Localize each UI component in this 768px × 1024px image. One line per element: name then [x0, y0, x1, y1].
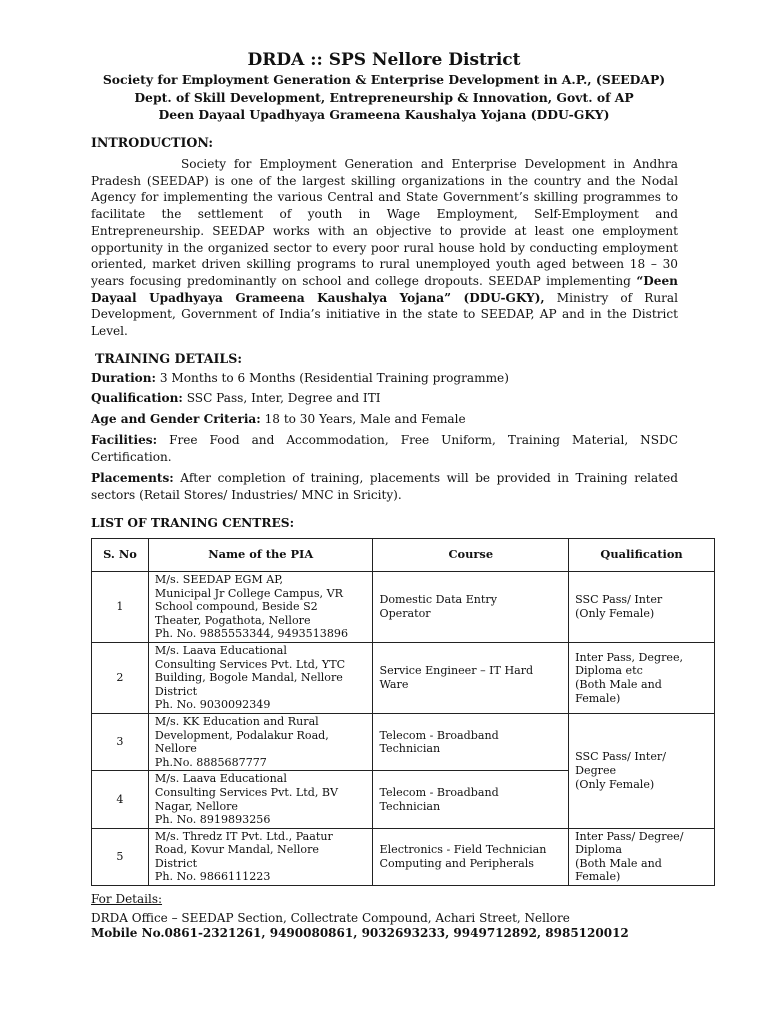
duration-value: 3 Months to 6 Months (Residential Training programme): [159, 371, 509, 385]
age-label: Age and Gender Criteria:: [91, 412, 261, 426]
pia-line: M/s. KK Education and Rural: [154, 714, 319, 728]
pia-line: District: [154, 856, 198, 870]
placements-label: Placements:: [91, 471, 174, 485]
row-qualification: [569, 572, 715, 643]
course-line: Telecom - Broadband: [379, 728, 499, 742]
course-line: Technician: [379, 742, 441, 756]
row-qualification: [569, 828, 715, 885]
training-qualification: [91, 390, 678, 407]
contact-mobile-numbers: Mobile No.0861-2321261, 9490080861, 9032693233, 9949712892, 8985120012: [91, 926, 629, 940]
row-course: [373, 828, 569, 885]
table-header-row: [92, 539, 715, 572]
pia-line: Ph. No. 8919893256: [154, 813, 271, 827]
course-line: Ware: [379, 677, 409, 691]
row-course: [373, 572, 569, 643]
qualification-line: Inter Pass, Degree,: [575, 650, 684, 664]
pia-line: Theater, Pogathota, Nellore: [154, 613, 311, 627]
header-line-ddugky: Deen Dayaal Upadhyaya Grameena Kaushalya Yojana (DDU-GKY): [158, 107, 610, 122]
qualification-line: SSC Pass/ Inter: [575, 593, 663, 607]
training-facilities: [91, 432, 678, 465]
pia-line: Development, Podalakur Road,: [154, 728, 329, 742]
intro-text-scheme: “Deen Dayaal Upadhyaya Grameena Kaushalya Yojana” (DDU-GKY),: [91, 273, 678, 305]
column-header-qualification: Qualification: [569, 539, 715, 572]
row-qualification: [569, 642, 715, 713]
intro-text-start: Society for Employment Generation and Enterprise Development in Andhra Pradesh (SEEDAP) is one of the largest skilling organizations in the country and the Nodal Agency for implementing the various Central and State Government’s skilling programmes to facilitate the settlement of youth in Wage Employment, Self-Employment and Entrepreneurship. SEEDAP works with an objective to provide at least one employment opportunity in the organized sector to every poor rural house hold by conducting employment oriented, market driven skilling programs to rural unemployed youth aged between 18 – 30 years focusing predominantly on school and college dropouts. SEEDAP implementing: [91, 157, 678, 288]
course-line: Operator: [379, 606, 431, 620]
course-line: Domestic Data Entry: [379, 593, 497, 607]
centres-heading: LIST OF TRANING CENTRES:: [91, 516, 295, 530]
pia-line: Ph.No. 8885687777: [154, 755, 267, 769]
training-centres-table: [91, 538, 715, 886]
qualification-line: Diploma: [575, 843, 623, 857]
qualification-line: Female): [575, 691, 621, 705]
placements-value: After completion of training, placements will be provided in Training related sectors (Retail Stores/ Industries/ MNC in Sricity).: [91, 471, 678, 502]
pia-line: Nagar, Nellore: [154, 799, 238, 813]
duration-label: Duration:: [91, 371, 156, 385]
row-sno: 3: [92, 713, 149, 770]
row-pia: [148, 771, 373, 828]
office-address: DRDA Office – SEEDAP Section, Collectrate Compound, Achari Street, Nellore: [91, 911, 570, 925]
qualification-line: Inter Pass/ Degree/: [575, 829, 684, 843]
row-course: [373, 642, 569, 713]
document-title: DRDA :: SPS Nellore District: [247, 50, 521, 70]
column-header-pia: Name of the PIA: [148, 539, 373, 572]
pia-line: Nellore: [154, 742, 197, 756]
pia-line: Ph. No. 9866111223: [154, 870, 271, 884]
table-row: [92, 713, 715, 770]
row-pia: [148, 572, 373, 643]
pia-line: District: [154, 684, 198, 698]
qualification-line: Female): [575, 870, 621, 884]
pia-line: Consulting Services Pvt. Ltd, BV: [154, 785, 339, 799]
pia-line: M/s. Laava Educational: [154, 643, 287, 657]
row-sno: 5: [92, 828, 149, 885]
row-sno: 1: [92, 572, 149, 643]
pia-line: M/s. Thredz IT Pvt. Ltd., Paatur: [154, 829, 333, 843]
pia-line: Ph. No. 9885553344, 9493513896: [154, 627, 349, 641]
introduction-paragraph: [91, 156, 678, 340]
row-course: [373, 713, 569, 770]
qualification-value: SSC Pass, Inter, Degree and ITI: [186, 391, 381, 405]
row-sno: 2: [92, 642, 149, 713]
header-line-department: Dept. of Skill Development, Entrepreneurship & Innovation, Govt. of AP: [134, 90, 634, 105]
course-line: Technician: [379, 799, 441, 813]
column-header-course: Course: [373, 539, 569, 572]
qualification-line: (Only Female): [575, 606, 655, 620]
training-age: [91, 411, 678, 428]
course-line: Computing and Peripherals: [379, 856, 534, 870]
course-line: Telecom - Broadband: [379, 785, 499, 799]
row-course: [373, 771, 569, 828]
qualification-line: Diploma etc: [575, 664, 643, 678]
table-row: [92, 572, 715, 643]
age-value: 18 to 30 Years, Male and Female: [264, 412, 466, 426]
pia-line: Ph. No. 9030092349: [154, 698, 271, 712]
header-line-seedap: Society for Employment Generation & Enterprise Development in A.P., (SEEDAP): [102, 72, 666, 87]
qualification-label: Qualification:: [91, 391, 183, 405]
qualification-line: (Both Male and: [575, 856, 662, 870]
introduction-heading: INTRODUCTION:: [91, 135, 214, 150]
pia-line: Consulting Services Pvt. Ltd, YTC: [154, 657, 346, 671]
facilities-value: Free Food and Accommodation, Free Uniform, Training Material, NSDC Certification.: [91, 433, 678, 464]
row-pia: [148, 713, 373, 770]
course-line: Electronics - Field Technician: [379, 843, 547, 857]
course-line: Service Engineer – IT Hard: [379, 664, 534, 678]
training-duration: [91, 370, 678, 387]
training-placements: [91, 470, 678, 503]
pia-line: M/s. SEEDAP EGM AP,: [154, 573, 284, 586]
qualification-line: (Both Male and: [575, 677, 662, 691]
pia-line: Road, Kovur Mandal, Nellore: [154, 843, 319, 857]
qualification-line: SSC Pass/ Inter/: [575, 750, 666, 764]
training-heading: TRAINING DETAILS:: [95, 351, 243, 366]
row-sno: 4: [92, 771, 149, 828]
pia-line: M/s. Laava Educational: [154, 772, 287, 786]
qualification-line: (Only Female): [575, 777, 655, 791]
qualification-line: Degree: [575, 764, 617, 778]
row-qualification-merged: [569, 713, 715, 828]
row-pia: [148, 642, 373, 713]
table-row: [92, 828, 715, 885]
pia-line: Building, Bogole Mandal, Nellore: [154, 671, 343, 685]
for-details-label: For Details:: [91, 892, 163, 906]
facilities-label: Facilities:: [91, 433, 158, 447]
table-row: [92, 642, 715, 713]
pia-line: Municipal Jr College Campus, VR: [154, 586, 343, 600]
pia-line: School compound, Beside S2: [154, 600, 318, 614]
intro-text-end: Ministry of Rural Development, Government of India’s initiative in the state to SEEDAP, AP and in the District Level.: [91, 290, 678, 339]
column-header-sno: S. No: [92, 539, 149, 572]
row-pia: [148, 828, 373, 885]
